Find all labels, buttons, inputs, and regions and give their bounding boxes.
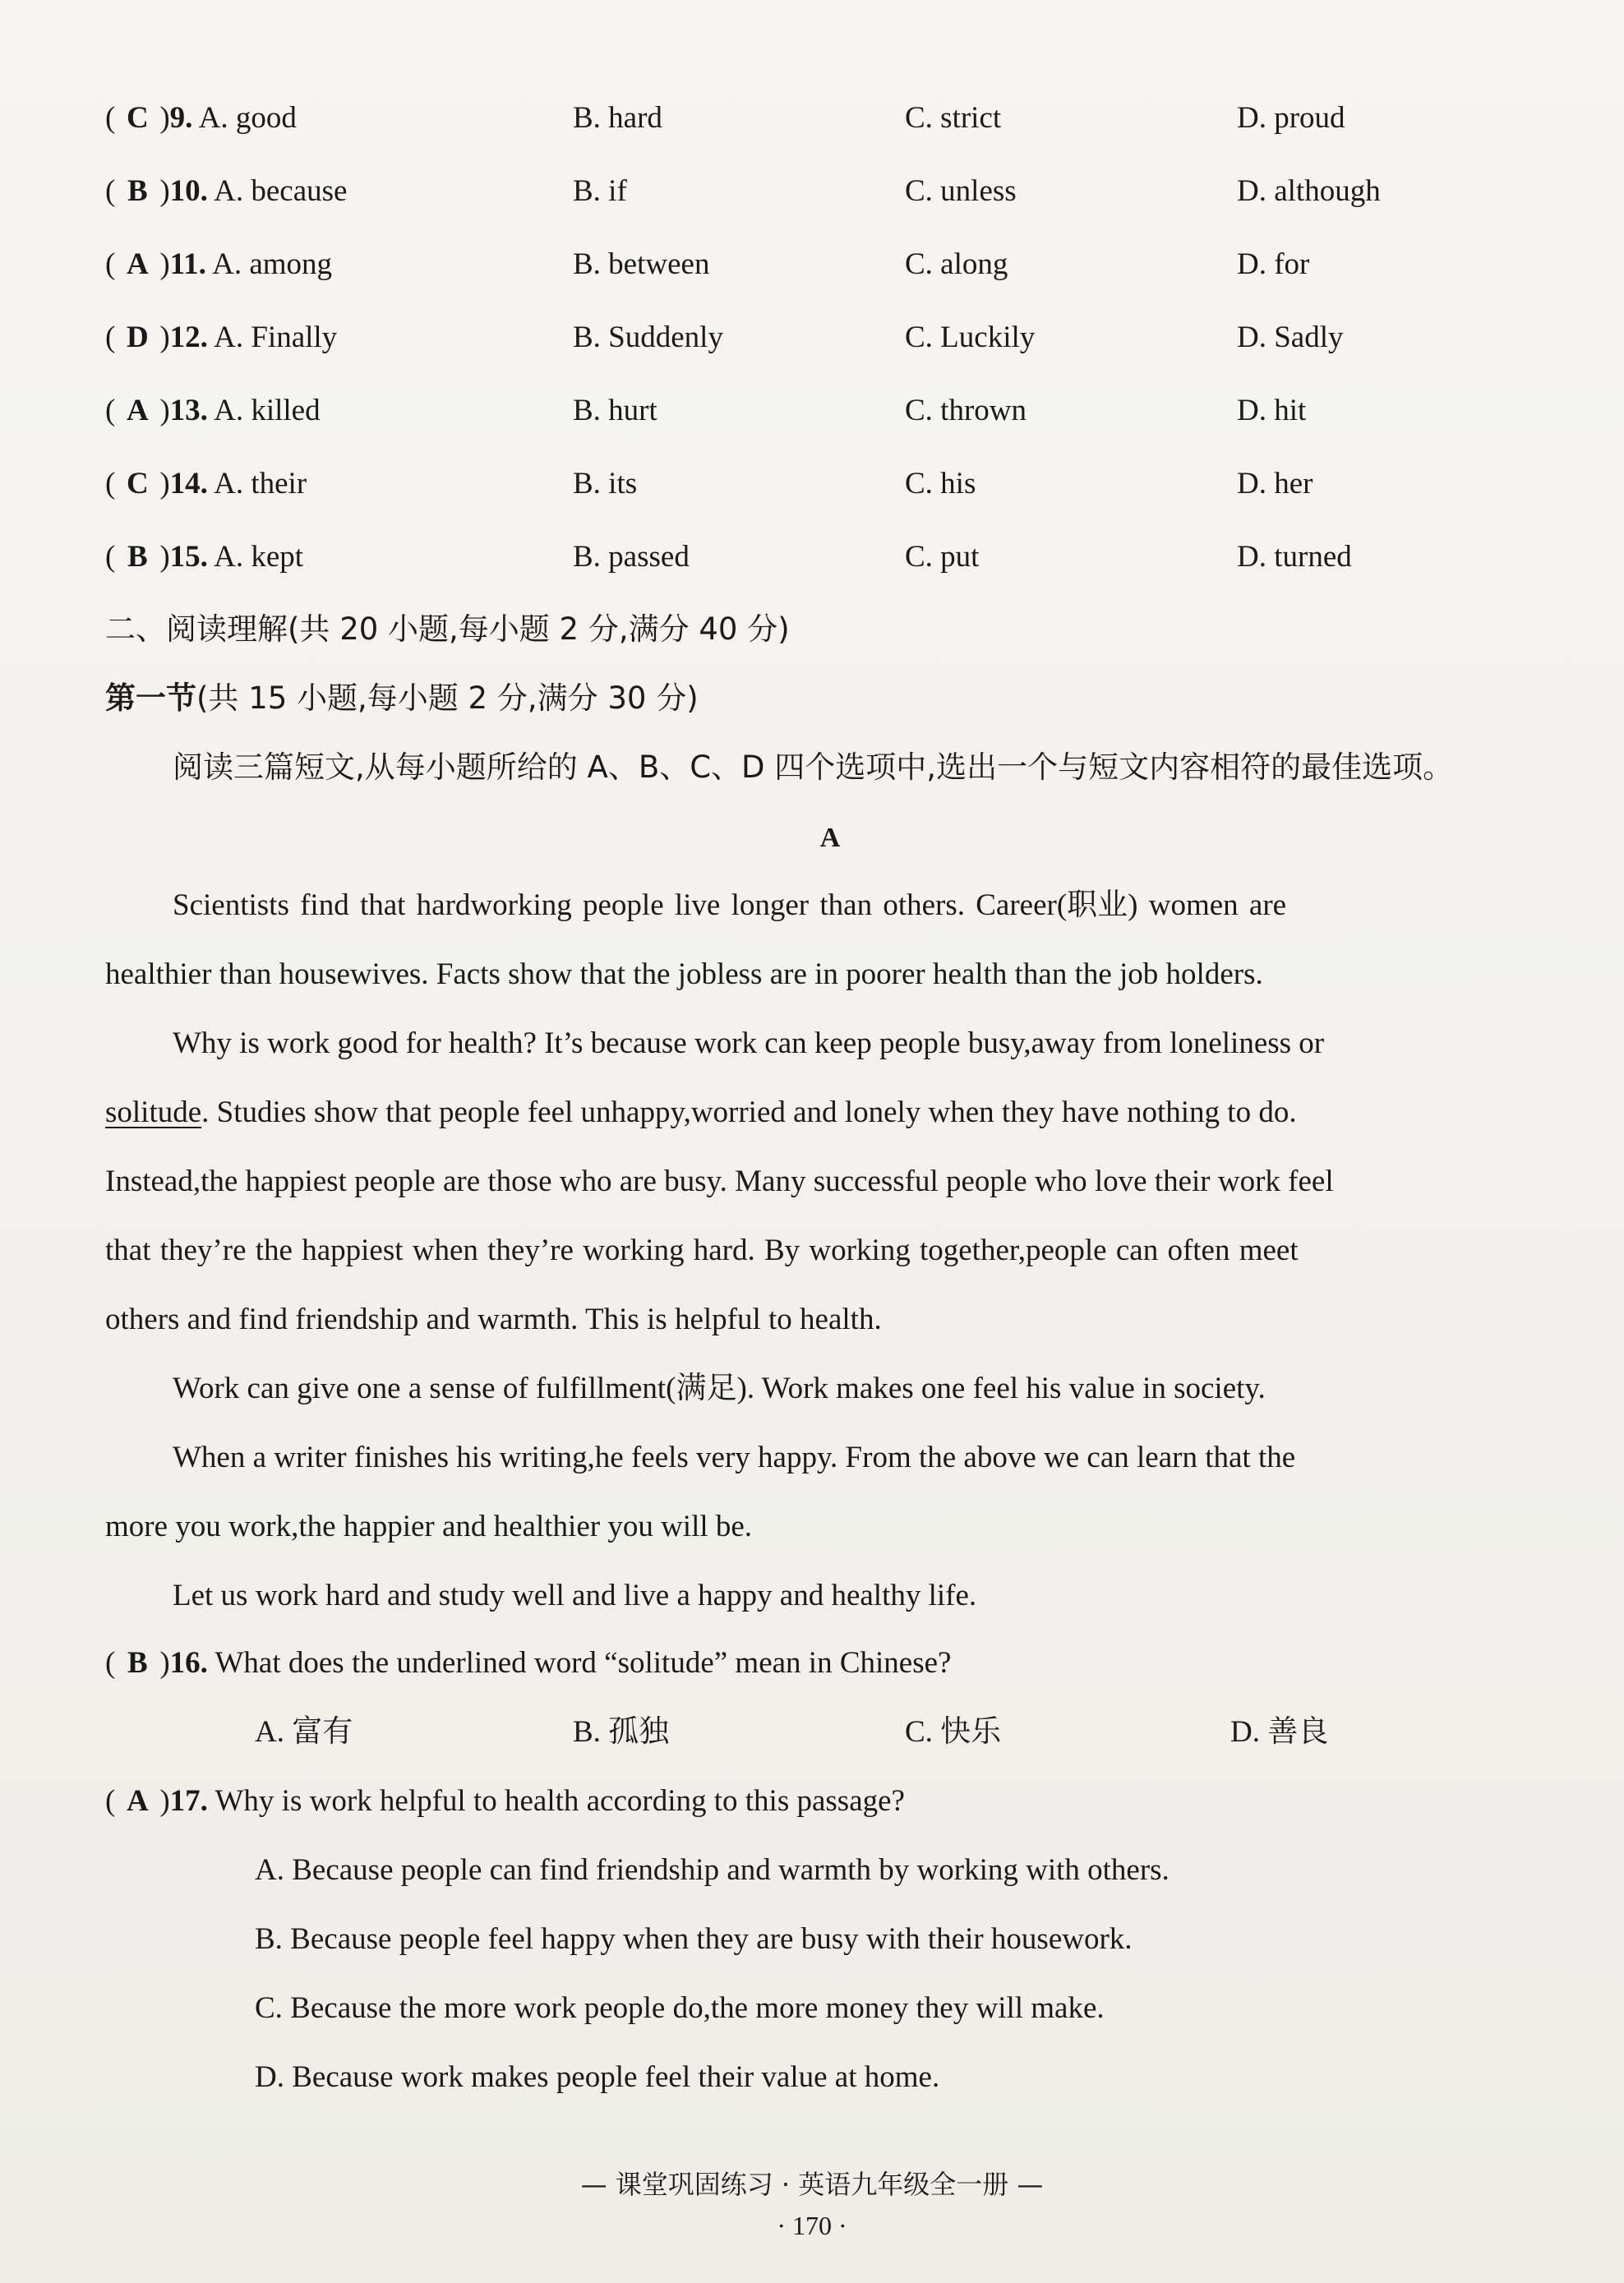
option-b: B. if (573, 174, 627, 208)
q17-option-b: B. Because people feel happy when they are busy with their housework. (255, 1922, 1133, 1956)
option-d: D. Sadly (1237, 321, 1344, 354)
option-d: D. her (1237, 467, 1313, 500)
close-paren: ) (159, 1784, 170, 1818)
cloze-row (105, 320, 337, 356)
open-paren: ( (105, 101, 116, 135)
option-b: B. its (573, 467, 638, 500)
question-number: 13. (169, 394, 208, 427)
open-paren: ( (105, 247, 116, 281)
option-c: C. strict (905, 101, 1002, 135)
open-paren: ( (105, 1784, 116, 1818)
close-paren: ) (159, 394, 170, 427)
option-b: B. passed (573, 540, 690, 574)
underlined-word: solitude (105, 1095, 202, 1129)
option-c: C. his (905, 467, 976, 500)
open-paren: ( (105, 394, 116, 427)
close-paren: ) (159, 174, 170, 208)
close-paren: ) (159, 101, 170, 135)
passage-line: that they’re the happiest when they’re working hard. By working together,people can often meet (105, 1234, 1299, 1267)
answer-letter: B (127, 174, 148, 208)
option-d: D. although (1237, 174, 1381, 208)
q16-option-d: D. 善良 (1230, 1715, 1329, 1749)
option-b: B. hurt (573, 394, 657, 427)
passage-line: more you work,the happier and healthier you will be. (105, 1510, 753, 1543)
passage-line (105, 1095, 1297, 1131)
option-a: A. killed (214, 394, 321, 427)
open-paren: ( (105, 467, 116, 500)
cloze-row (105, 100, 297, 136)
question-text: What does the underlined word “solitude” mean in Chinese? (215, 1646, 952, 1680)
passage-line: healthier than housewives. Facts show that the jobless are in poorer health than the job holders. (105, 957, 1263, 991)
passage-line: others and find friendship and warmth. This is helpful to health. (105, 1303, 882, 1336)
passage-line: When a writer finishes his writing,he feels very happy. From the above we can learn that the (173, 1441, 1296, 1474)
option-c: C. Luckily (905, 321, 1036, 354)
option-d: D. for (1237, 247, 1310, 281)
option-a: A. their (214, 467, 307, 500)
cloze-row (105, 539, 303, 575)
page-number: · 170 · (777, 2211, 847, 2240)
open-paren: ( (105, 1646, 116, 1680)
cloze-row (105, 173, 347, 210)
question-number: 9. (169, 101, 193, 135)
open-paren: ( (105, 174, 116, 208)
section-title (105, 611, 790, 648)
q16-option-b: B. 孤独 (573, 1715, 670, 1749)
question-number: 10. (169, 174, 208, 208)
passage-line: Instead,the happiest people are those who are busy. Many successful people who love their work feel (105, 1165, 1334, 1198)
q17-option-d: D. Because work makes people feel their value at home. (255, 2060, 940, 2094)
option-d: D. turned (1237, 540, 1352, 574)
answer-letter: B (127, 540, 148, 574)
q16-option-c: C. 快乐 (905, 1715, 1002, 1749)
answer-letter: A (126, 394, 149, 427)
passage-line: Let us work hard and study well and live a happy and healthy life. (173, 1579, 977, 1612)
option-d: D. proud (1237, 101, 1345, 135)
option-c: C. unless (905, 174, 1017, 208)
option-d: D. hit (1237, 394, 1307, 427)
question-17 (105, 1783, 905, 1819)
passage-line: Work can give one a sense of fulfillment(满足). Work makes one feel his value in society. (173, 1372, 1266, 1405)
option-a: A. kept (214, 540, 304, 574)
question-number: 11. (169, 247, 206, 281)
passage-line: Why is work good for health? It’s because work can keep people busy,away from loneliness or (173, 1026, 1325, 1060)
passage-line: Scientists find that hardworking people live longer than others. Career(职业) women are (173, 888, 1287, 922)
option-a: A. because (214, 174, 348, 208)
close-paren: ) (159, 467, 170, 500)
cloze-row (105, 247, 332, 283)
answer-letter: C (126, 101, 149, 135)
passage-label: A (819, 823, 841, 853)
part-title (105, 680, 699, 717)
option-b: B. Suddenly (573, 321, 723, 354)
close-paren: ) (159, 247, 170, 281)
option-b: B. hard (573, 101, 662, 135)
question-number: 14. (169, 467, 208, 500)
option-b: B. between (573, 247, 710, 281)
q16-option-a: A. 富有 (255, 1715, 353, 1749)
option-c: C. along (905, 247, 1008, 281)
instruction-text: 阅读三篇短文,从每小题所给的 A、B、C、D 四个选项中,选出一个与短文内容相符的最佳选项。 (173, 749, 1454, 785)
option-a: A. good (198, 101, 297, 135)
close-paren: ) (159, 321, 170, 354)
option-c: C. put (905, 540, 980, 574)
question-number: 12. (169, 321, 208, 354)
question-16 (105, 1645, 951, 1681)
passage-line-rest: . Studies show that people feel unhappy,worried and lonely when they have nothing to do. (201, 1095, 1297, 1129)
open-paren: ( (105, 321, 116, 354)
close-paren: ) (159, 540, 170, 574)
q17-option-a: A. Because people can find friendship and warmth by working with others. (255, 1853, 1170, 1887)
open-paren: ( (105, 540, 116, 574)
answer-letter: D (126, 321, 149, 354)
answer-letter: A (126, 247, 149, 281)
option-a: A. Finally (214, 321, 338, 354)
section-title-text: 二、阅读理解(共 20 小题,每小题 2 分,满分 40 分) (105, 611, 790, 647)
close-paren: ) (159, 1646, 170, 1680)
option-c: C. thrown (905, 394, 1027, 427)
question-number: 17. (169, 1784, 208, 1818)
answer-letter: A (126, 1784, 149, 1818)
footer-book-title: — 课堂巩固练习 · 英语九年级全一册 — (580, 2169, 1044, 2200)
q17-option-c: C. Because the more work people do,the more money they will make. (255, 1991, 1105, 2025)
option-a: A. among (212, 247, 333, 281)
answer-letter: C (126, 467, 149, 500)
question-text: Why is work helpful to health according to this passage? (215, 1784, 905, 1818)
cloze-row (105, 466, 307, 502)
part-title-rest: (共 15 小题,每小题 2 分,满分 30 分) (196, 680, 699, 716)
cloze-row (105, 393, 321, 429)
part-title-bold: 第一节 (105, 680, 196, 716)
question-number: 15. (169, 540, 208, 574)
question-number: 16. (169, 1646, 208, 1680)
answer-letter: B (127, 1646, 148, 1680)
